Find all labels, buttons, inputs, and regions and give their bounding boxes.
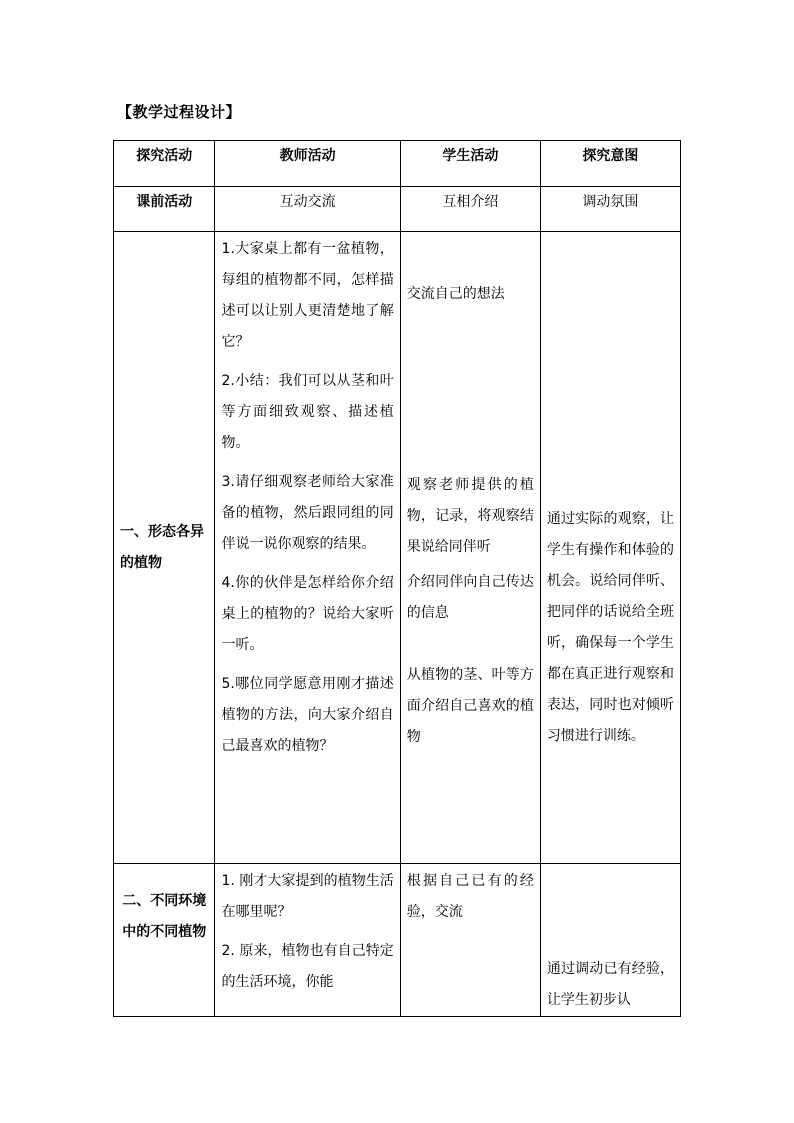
teaching-process-table — [113, 140, 681, 1017]
table-row-section-2 — [114, 864, 681, 1017]
header-cell-teacher: 教师活动 — [215, 141, 400, 187]
teacher-item: 4.你的伙伴是怎样给你介绍桌上的植物的？说给大家听一听。 — [221, 575, 394, 653]
cell-section1-teacher — [215, 232, 400, 864]
cell-section1-intent — [540, 232, 680, 864]
cell-section2-activity — [114, 864, 215, 1017]
header-cell-intent: 探究意图 — [540, 141, 680, 187]
cell-pre-activity: 课前活动 — [114, 187, 215, 232]
teacher-item: 5.哪位同学愿意用刚才描述植物的方法，向大家介绍自己最喜欢的植物？ — [221, 676, 394, 754]
intent-text: 通过实际的观察，让学生有操作和体验的机会。说给同伴听、把同伴的话说给全班听，确保每一个学生都在真正进行观察和表达，同时也对倾听习惯进行训练。 — [546, 511, 674, 744]
cell-section1-student — [400, 232, 540, 864]
student-item: 介绍同伴向自己传达的信息 — [406, 574, 534, 621]
table-row-section-1 — [114, 232, 681, 864]
teacher-item: 2. 原来，植物也有自己特定的生活环境，你能 — [221, 943, 394, 990]
cell-section2-intent — [540, 864, 680, 1017]
header-cell-student: 学生活动 — [400, 141, 540, 187]
table-row-pre-class — [114, 187, 681, 232]
cell-section1-activity — [114, 232, 215, 864]
intent-text: 通过调动已有经验，让学生初步认 — [546, 961, 674, 1008]
student-item: 从植物的茎、叶等方面介绍自己喜欢的植物 — [406, 667, 534, 745]
cell-section2-student — [400, 864, 540, 1017]
header-cell-activity: 探究活动 — [114, 141, 215, 187]
cell-pre-teacher: 互动交流 — [215, 187, 400, 232]
student-item: 交流自己的想法 — [406, 286, 505, 302]
student-item: 根据自己已有的经验，交流 — [406, 873, 534, 920]
teacher-item: 2.小结：我们可以从茎和叶等方面细致观察、描述植物。 — [221, 373, 394, 451]
teacher-item: 1.大家桌上都有一盆植物，每组的植物都不同，怎样描述可以让别人更清楚地了解它？ — [221, 241, 394, 350]
teacher-item: 3.请仔细观察老师给大家准备的植物，然后跟同组的同伴说一说你观察的结果。 — [221, 474, 394, 552]
cell-section2-teacher — [215, 864, 400, 1017]
table-header-row — [114, 141, 681, 187]
student-item: 观察老师提供的植物，记录，将观察结果说给同伴听 — [406, 477, 534, 555]
cell-pre-student: 互相介绍 — [400, 187, 540, 232]
section1-title: 一、形态各异的植物 — [120, 523, 204, 571]
teacher-item: 1. 刚才大家提到的植物生活在哪里呢？ — [221, 873, 394, 920]
section2-title: 二、不同环境中的不同植物 — [122, 893, 207, 940]
cell-pre-intent: 调动氛围 — [540, 187, 680, 232]
page-heading: 【教学过程设计】 — [117, 103, 242, 121]
